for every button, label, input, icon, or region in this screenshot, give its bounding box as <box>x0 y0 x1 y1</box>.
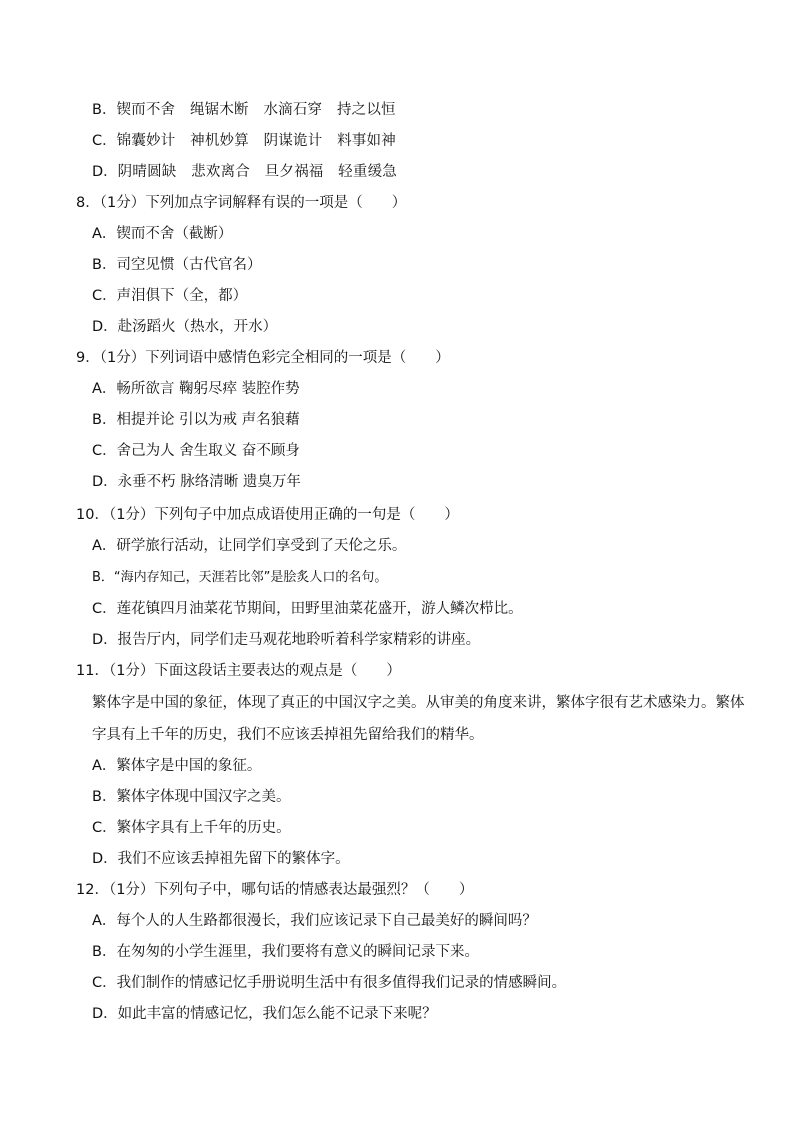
option-letter: D． <box>92 632 118 648</box>
option-text: 锲而不舍（截断） <box>116 226 233 242</box>
q8-stem: 8．（1分）下列加点字词解释有误的一项是（ ） <box>76 195 407 211</box>
q11-option-c <box>92 818 291 838</box>
option-text: 畅所欲言 鞠躬尽瘁 装腔作势 <box>116 381 300 397</box>
option-letter: C． <box>92 443 117 459</box>
option-letter: B． <box>92 944 117 960</box>
q8-option-b <box>92 255 261 275</box>
q9-stem: 9．（1分）下列词语中感情色彩完全相同的一项是（ ） <box>76 350 450 366</box>
q12-option-c <box>92 973 566 993</box>
option-text: 莲花镇四月油菜花节期间，田野里油菜花盛开，游人鳞次栉比。 <box>116 601 523 617</box>
option-letter: D． <box>92 164 118 180</box>
option-text: 繁体字体现中国汉字之美。 <box>116 789 291 805</box>
option-text: 我们不应该丢掉祖先留下的繁体字。 <box>117 851 350 867</box>
q10-option-c <box>92 599 523 619</box>
option-letter: C． <box>92 820 117 836</box>
q7-option-b <box>92 100 396 120</box>
q8-option-c <box>92 286 247 306</box>
q10-stem: 10．（1分）下列句子中加点成语使用正确的一句是（ ） <box>76 507 459 523</box>
q9-option-b <box>92 410 300 430</box>
q11-option-b <box>92 787 290 807</box>
q11-passage-line-2: 字具有上千年的历史，我们不应该丢掉祖先留给我们的精华。 <box>92 727 484 743</box>
option-text: 我们制作的情感记忆手册说明生活中有很多值得我们记录的情感瞬间。 <box>116 975 567 991</box>
option-text: 繁体字是中国的象征。 <box>116 758 262 774</box>
option-letter: B． <box>92 789 117 805</box>
q7-option-d <box>92 162 397 182</box>
option-text: 相提并论 引以为戒 声名狼藉 <box>116 412 300 428</box>
q11-stem: 11．（1分）下面这段话主要表达的观点是（ ） <box>76 663 401 679</box>
option-letter: A． <box>92 913 117 929</box>
option-text: 舍己为人 舍生取义 奋不顾身 <box>116 443 300 459</box>
option-text: 每个人的人生路都很漫长，我们应该记录下自己最美好的瞬间吗？ <box>116 913 537 929</box>
option-text: 如此丰富的情感记忆，我们怎么能不记录下来呢？ <box>117 1006 437 1022</box>
option-letter: B． <box>92 257 117 273</box>
option-letter: C． <box>92 975 117 991</box>
q9-option-a <box>92 379 300 399</box>
option-text: 赴汤蹈火（热水，开水） <box>117 319 278 335</box>
option-text: 锲而不舍 绳锯木断 水滴石穿 持之以恒 <box>116 102 396 118</box>
option-text: 在匆匆的小学生涯里，我们要将有意义的瞬间记录下来。 <box>116 944 479 960</box>
q11-passage-line-1: 繁体字是中国的象征，体现了真正的中国汉字之美。从审美的角度来讲，繁体字很有艺术感染力。繁体 <box>92 695 745 711</box>
q8-option-a <box>92 224 232 244</box>
option-letter: D． <box>92 1006 118 1022</box>
option-text: “海内存知己，天涯若比邻”是脍炙人口的名句。 <box>113 570 388 585</box>
option-letter: C． <box>92 601 117 617</box>
option-letter: A． <box>92 381 117 397</box>
option-text: 声泪俱下（全，都） <box>116 288 248 304</box>
option-text: 报告厅内，同学们走马观花地聆听着科学家精彩的讲座。 <box>117 632 481 648</box>
option-letter: D． <box>92 474 118 490</box>
q12-stem: 12．（1分）下列句子中，哪句话的情感表达最强烈？（ ） <box>76 882 474 898</box>
option-text: 繁体字具有上千年的历史。 <box>116 820 291 836</box>
option-text: 锦囊妙计 神机妙算 阴谋诡计 料事如神 <box>116 133 396 149</box>
option-text: 阴晴圆缺 悲欢离合 旦夕祸福 轻重缓急 <box>117 164 397 180</box>
option-letter: A． <box>92 538 117 554</box>
option-text: 司空见惯（古代官名） <box>116 257 262 273</box>
option-letter: D． <box>92 851 118 867</box>
q12-option-b <box>92 942 479 962</box>
q11-option-d <box>92 849 350 869</box>
option-text: 研学旅行活动，让同学们享受到了天伦之乐。 <box>116 538 407 554</box>
option-letter: B． <box>92 102 117 118</box>
q8-option-d <box>92 317 277 337</box>
option-letter: C． <box>92 288 117 304</box>
option-letter: C． <box>92 133 117 149</box>
option-letter: B． <box>92 570 114 585</box>
option-letter: A． <box>92 226 117 242</box>
option-letter: B． <box>92 412 117 428</box>
q12-option-a <box>92 911 537 931</box>
option-letter: A． <box>92 758 117 774</box>
q9-option-d <box>92 472 301 492</box>
q10-option-a <box>92 536 406 556</box>
option-text: 永垂不朽 脉络清晰 遗臭万年 <box>117 474 301 490</box>
option-letter: D． <box>92 319 118 335</box>
q10-option-b <box>92 568 387 588</box>
q11-option-a <box>92 756 261 776</box>
q7-option-c <box>92 131 396 151</box>
q10-option-d <box>92 630 480 650</box>
q9-option-c <box>92 441 300 461</box>
q12-option-d <box>92 1004 437 1024</box>
